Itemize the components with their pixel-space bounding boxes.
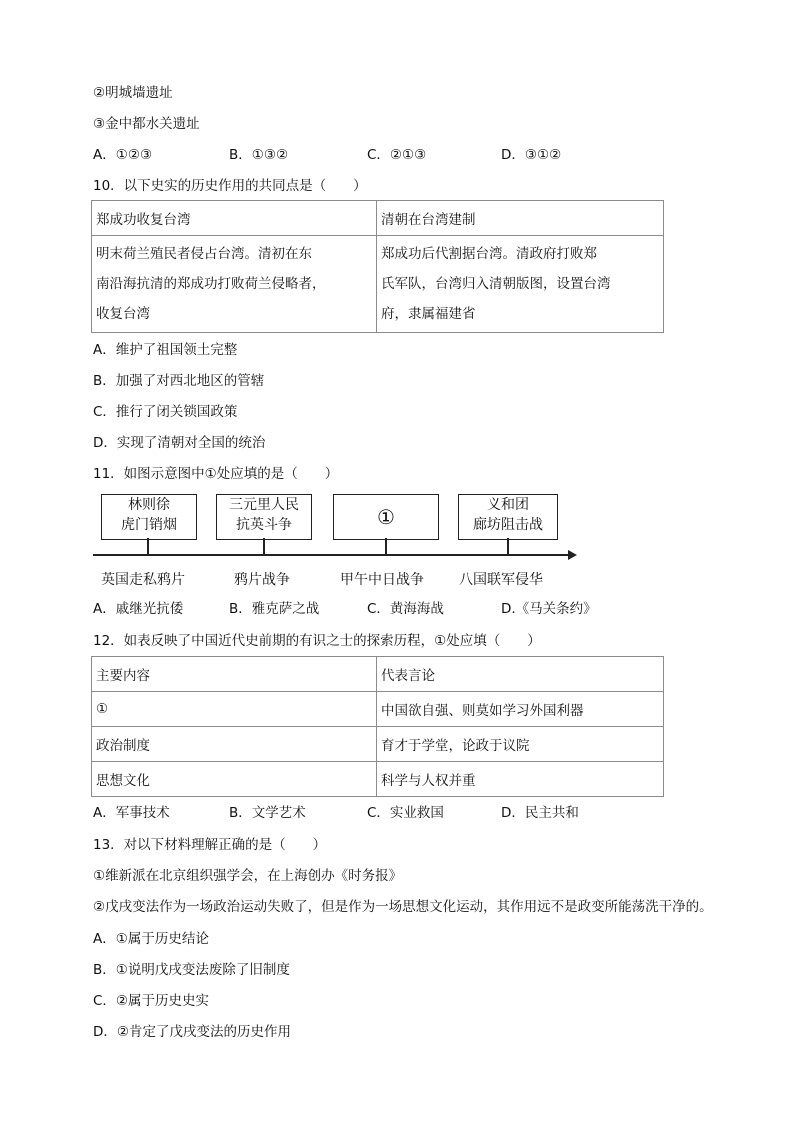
q12-option-c[interactable]: C．实业救国 [367,805,444,821]
q13-stem: 13．对以下材料理解正确的是（ ） [93,837,327,853]
timeline-box-4 [458,494,558,540]
q10-option-b[interactable]: B．加强了对西北地区的管辖 [93,373,265,389]
timeline-arrow-icon [568,550,577,560]
q12-cell: 政治制度 [92,727,377,762]
q12-cell: ① [92,692,377,727]
timeline-box-text: 义和团 [487,497,529,513]
q11-stem: 11．如图示意图中①处应填的是（ ） [93,466,339,482]
q12-stem: 12．如表反映了中国近代史前期的有识之士的探索历程，①处应填（ ） [93,633,541,649]
timeline-label: 鸦片战争 [234,572,290,588]
q9-item-3: ③金中都水关遗址 [93,116,200,132]
q13-material-2: ②戊戌变法作为一场政治运动失败了，但是作为一场思想文化运动，其作用远不是政变所能荡洗干净的。 [93,899,713,915]
q13-material-1: ①维新派在北京组织强学会，在上海创办《时务报》 [93,868,403,884]
timeline-label: 八国联军侵华 [459,572,543,588]
q13-option-a[interactable]: A．①属于历史结论 [93,931,209,947]
timeline-box-text: 虎门销烟 [121,517,177,533]
q11-option-c[interactable]: C．黄海海战 [367,601,444,617]
q12-cell: 中国欲自强、则莫如学习外国利器 [377,692,664,727]
q10-cell-right-line: 府，隶属福建省 [381,306,476,322]
q9-option-d[interactable]: D．③①② [501,147,562,163]
q12-option-d[interactable]: D．民主共和 [501,805,579,821]
timeline-axis [93,554,571,556]
q10-cell-right-line: 郑成功后代割据台湾。清政府打败郑 [381,246,597,262]
q13-option-d[interactable]: D．②肯定了戊戌变法的历史作用 [93,1024,291,1040]
q13-option-b[interactable]: B．①说明戊戌变法废除了旧制度 [93,962,290,978]
timeline-connector [147,538,149,555]
q12-option-b[interactable]: B．文学艺术 [229,805,306,821]
q10-cell-left-line: 明末荷兰殖民者侵占台湾。清初在东 [96,246,312,262]
q12-cell: 思想文化 [92,762,377,797]
q11-option-a[interactable]: A．戚继光抗倭 [93,601,184,617]
timeline-box-text: 廊坊阻击战 [473,517,543,533]
timeline-label: 甲午中日战争 [340,572,424,588]
q12-header-content: 主要内容 [92,657,377,692]
timeline-box-2 [216,494,312,540]
timeline-box-text: 抗英斗争 [236,517,292,533]
timeline-connector [507,538,509,555]
timeline-box-text: 林则徐 [128,497,170,513]
q12-table [91,656,664,797]
timeline-box-text: 三元里人民 [229,497,299,513]
timeline-connector [385,538,387,555]
timeline-box-1 [101,494,197,540]
q9-option-c[interactable]: C．②①③ [367,147,427,163]
q10-table [91,200,664,333]
q13-option-c[interactable]: C．②属于历史史实 [93,993,210,1009]
q10-option-a[interactable]: A．维护了祖国领土完整 [93,342,238,358]
q10-cell-left-line: 收复台湾 [96,306,150,322]
q12-cell: 育才于学堂，论政于议院 [377,727,664,762]
q11-option-b[interactable]: B．雅克萨之战 [229,601,320,617]
q12-header-quote: 代表言论 [377,657,664,692]
q10-cell-right-line: 氏军队，台湾归入清朝版图，设置台湾 [381,276,611,292]
q11-option-d[interactable]: D.《马关条约》 [501,601,597,617]
q10-cell-left [92,236,377,333]
q10-option-d[interactable]: D．实现了清朝对全国的统治 [93,435,266,451]
q10-option-c[interactable]: C．推行了闭关锁国政策 [93,404,238,420]
q10-cell-left-line: 南沿海抗清的郑成功打败荷兰侵略者， [96,276,326,292]
q12-cell: 科学与人权并重 [377,762,664,797]
q10-stem: 10．以下史实的历史作用的共同点是（ ） [93,178,367,194]
timeline-box-blank [333,494,439,540]
q10-cell-right [377,236,664,333]
q9-option-a[interactable]: A．①②③ [93,147,153,163]
timeline-label: 英国走私鸦片 [101,572,185,588]
timeline-connector [263,538,265,555]
q12-option-a[interactable]: A．军事技术 [93,805,170,821]
q9-option-b[interactable]: B．①③② [229,147,289,163]
timeline-box-text: ① [377,505,395,529]
q9-item-2: ②明城墙遗址 [93,85,173,101]
q10-header-right: 清朝在台湾建制 [377,201,664,236]
q10-header-left: 郑成功收复台湾 [92,201,377,236]
